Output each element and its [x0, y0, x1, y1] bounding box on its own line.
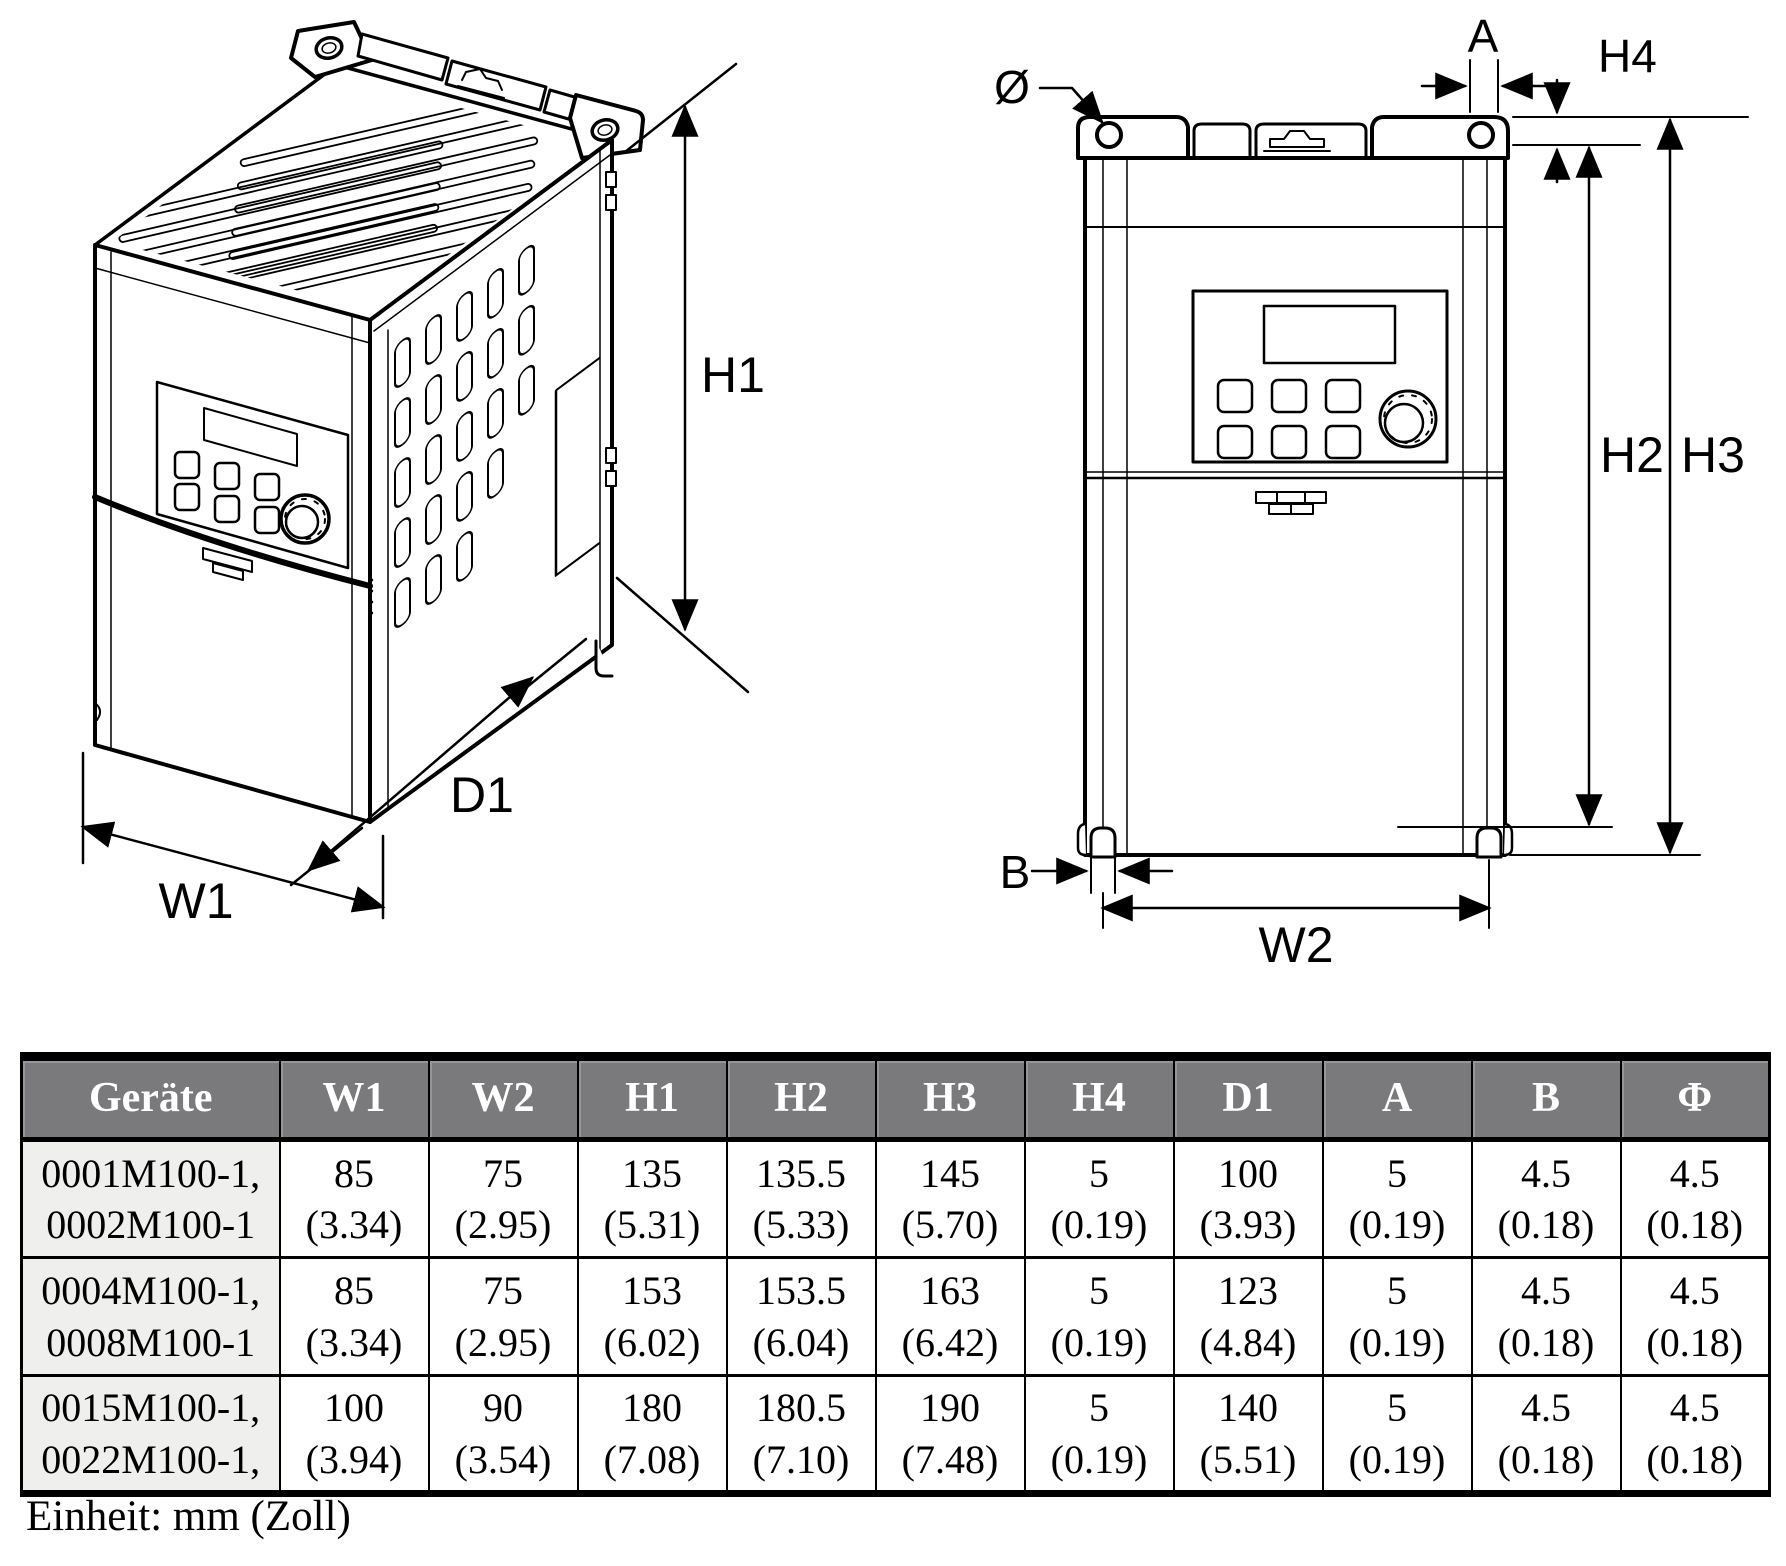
dim-label-h1: H1 [701, 347, 765, 403]
dimension-cell: 75 (2.95) [429, 1140, 578, 1258]
dimension-cell: 100 (3.94) [280, 1376, 429, 1494]
column-header: H4 [1025, 1057, 1174, 1140]
isometric-view [83, 22, 765, 929]
dim-label-h2: H2 [1600, 427, 1664, 483]
device-cell: 0001M100-1, 0002M100-1 [22, 1140, 280, 1258]
dimension-cell: 135 (5.31) [578, 1140, 727, 1258]
dimension-cell: 75 (2.95) [429, 1258, 578, 1376]
dimension-cell: 4.5 (0.18) [1621, 1140, 1770, 1258]
dim-label-h3: H3 [1681, 427, 1745, 483]
column-header: Geräte [22, 1057, 280, 1140]
dim-label-h4: H4 [1598, 30, 1657, 82]
dimension-cell: 145 (5.70) [876, 1140, 1025, 1258]
front-mount-hole-right [1469, 123, 1493, 147]
dimension-cell: 5 (0.19) [1323, 1258, 1472, 1376]
column-header: D1 [1174, 1057, 1323, 1140]
dimension-cell: 4.5 (0.18) [1472, 1258, 1621, 1376]
column-header: H1 [578, 1057, 727, 1140]
dimension-cell: 5 (0.19) [1025, 1376, 1174, 1494]
column-header: W2 [429, 1057, 578, 1140]
table-row [22, 1140, 1770, 1258]
column-header: H3 [876, 1057, 1025, 1140]
dimension-cell: 190 (7.48) [876, 1376, 1025, 1494]
front-mount-hole-left [1097, 123, 1121, 147]
dimension-cell: 5 (0.19) [1025, 1140, 1174, 1258]
dimension-cell: 153.5 (6.04) [727, 1258, 876, 1376]
unit-note: Einheit: mm (Zoll) [26, 1493, 351, 1540]
dimension-cell: 4.5 (0.18) [1621, 1376, 1770, 1494]
dimension-cell: 90 (3.54) [429, 1376, 578, 1494]
dimension-cell: 180.5 (7.10) [727, 1376, 876, 1494]
dimension-cell: 123 (4.84) [1174, 1258, 1323, 1376]
dimension-cell: 85 (3.34) [280, 1140, 429, 1258]
dimension-cell: 5 (0.19) [1323, 1140, 1472, 1258]
column-header: W1 [280, 1057, 429, 1140]
front-view [994, 10, 1748, 973]
front-body [1085, 158, 1505, 855]
dimension-cell: 4.5 (0.18) [1472, 1140, 1621, 1258]
device-cell: 0015M100-1, 0022M100-1, [22, 1376, 280, 1494]
device-cell: 0004M100-1, 0008M100-1 [22, 1258, 280, 1376]
dimension-cell: 140 (5.51) [1174, 1376, 1323, 1494]
dimension-cell: 163 (6.42) [876, 1258, 1025, 1376]
dim-label-d1: D1 [450, 767, 514, 823]
dimension-cell: 180 (7.08) [578, 1376, 727, 1494]
table-row [22, 1258, 1770, 1376]
dimension-cell: 5 (0.19) [1323, 1376, 1472, 1494]
column-header: H2 [727, 1057, 876, 1140]
dim-label-w2: W2 [1258, 917, 1334, 973]
table-row [22, 1376, 1770, 1494]
dim-label-w1: W1 [158, 873, 234, 929]
dim-label-b: B [999, 846, 1031, 898]
dimension-cell: 153 (6.02) [578, 1258, 727, 1376]
dimension-cell: 4.5 (0.18) [1621, 1258, 1770, 1376]
dimension-cell: 5 (0.19) [1025, 1258, 1174, 1376]
column-header: A [1323, 1057, 1472, 1140]
column-header: Φ [1621, 1057, 1770, 1140]
dim-label-a: A [1467, 10, 1499, 62]
dimensions-table [20, 1052, 1771, 1497]
dimension-cell: 100 (3.93) [1174, 1140, 1323, 1258]
table-header-row [22, 1057, 1770, 1140]
dimension-cell: 85 (3.34) [280, 1258, 429, 1376]
dimension-cell: 135.5 (5.33) [727, 1140, 876, 1258]
dimension-cell: 4.5 (0.18) [1472, 1376, 1621, 1494]
column-header: B [1472, 1057, 1621, 1140]
dim-label-diameter: Ø [994, 61, 1030, 113]
front-mounting-flange [1078, 117, 1508, 158]
